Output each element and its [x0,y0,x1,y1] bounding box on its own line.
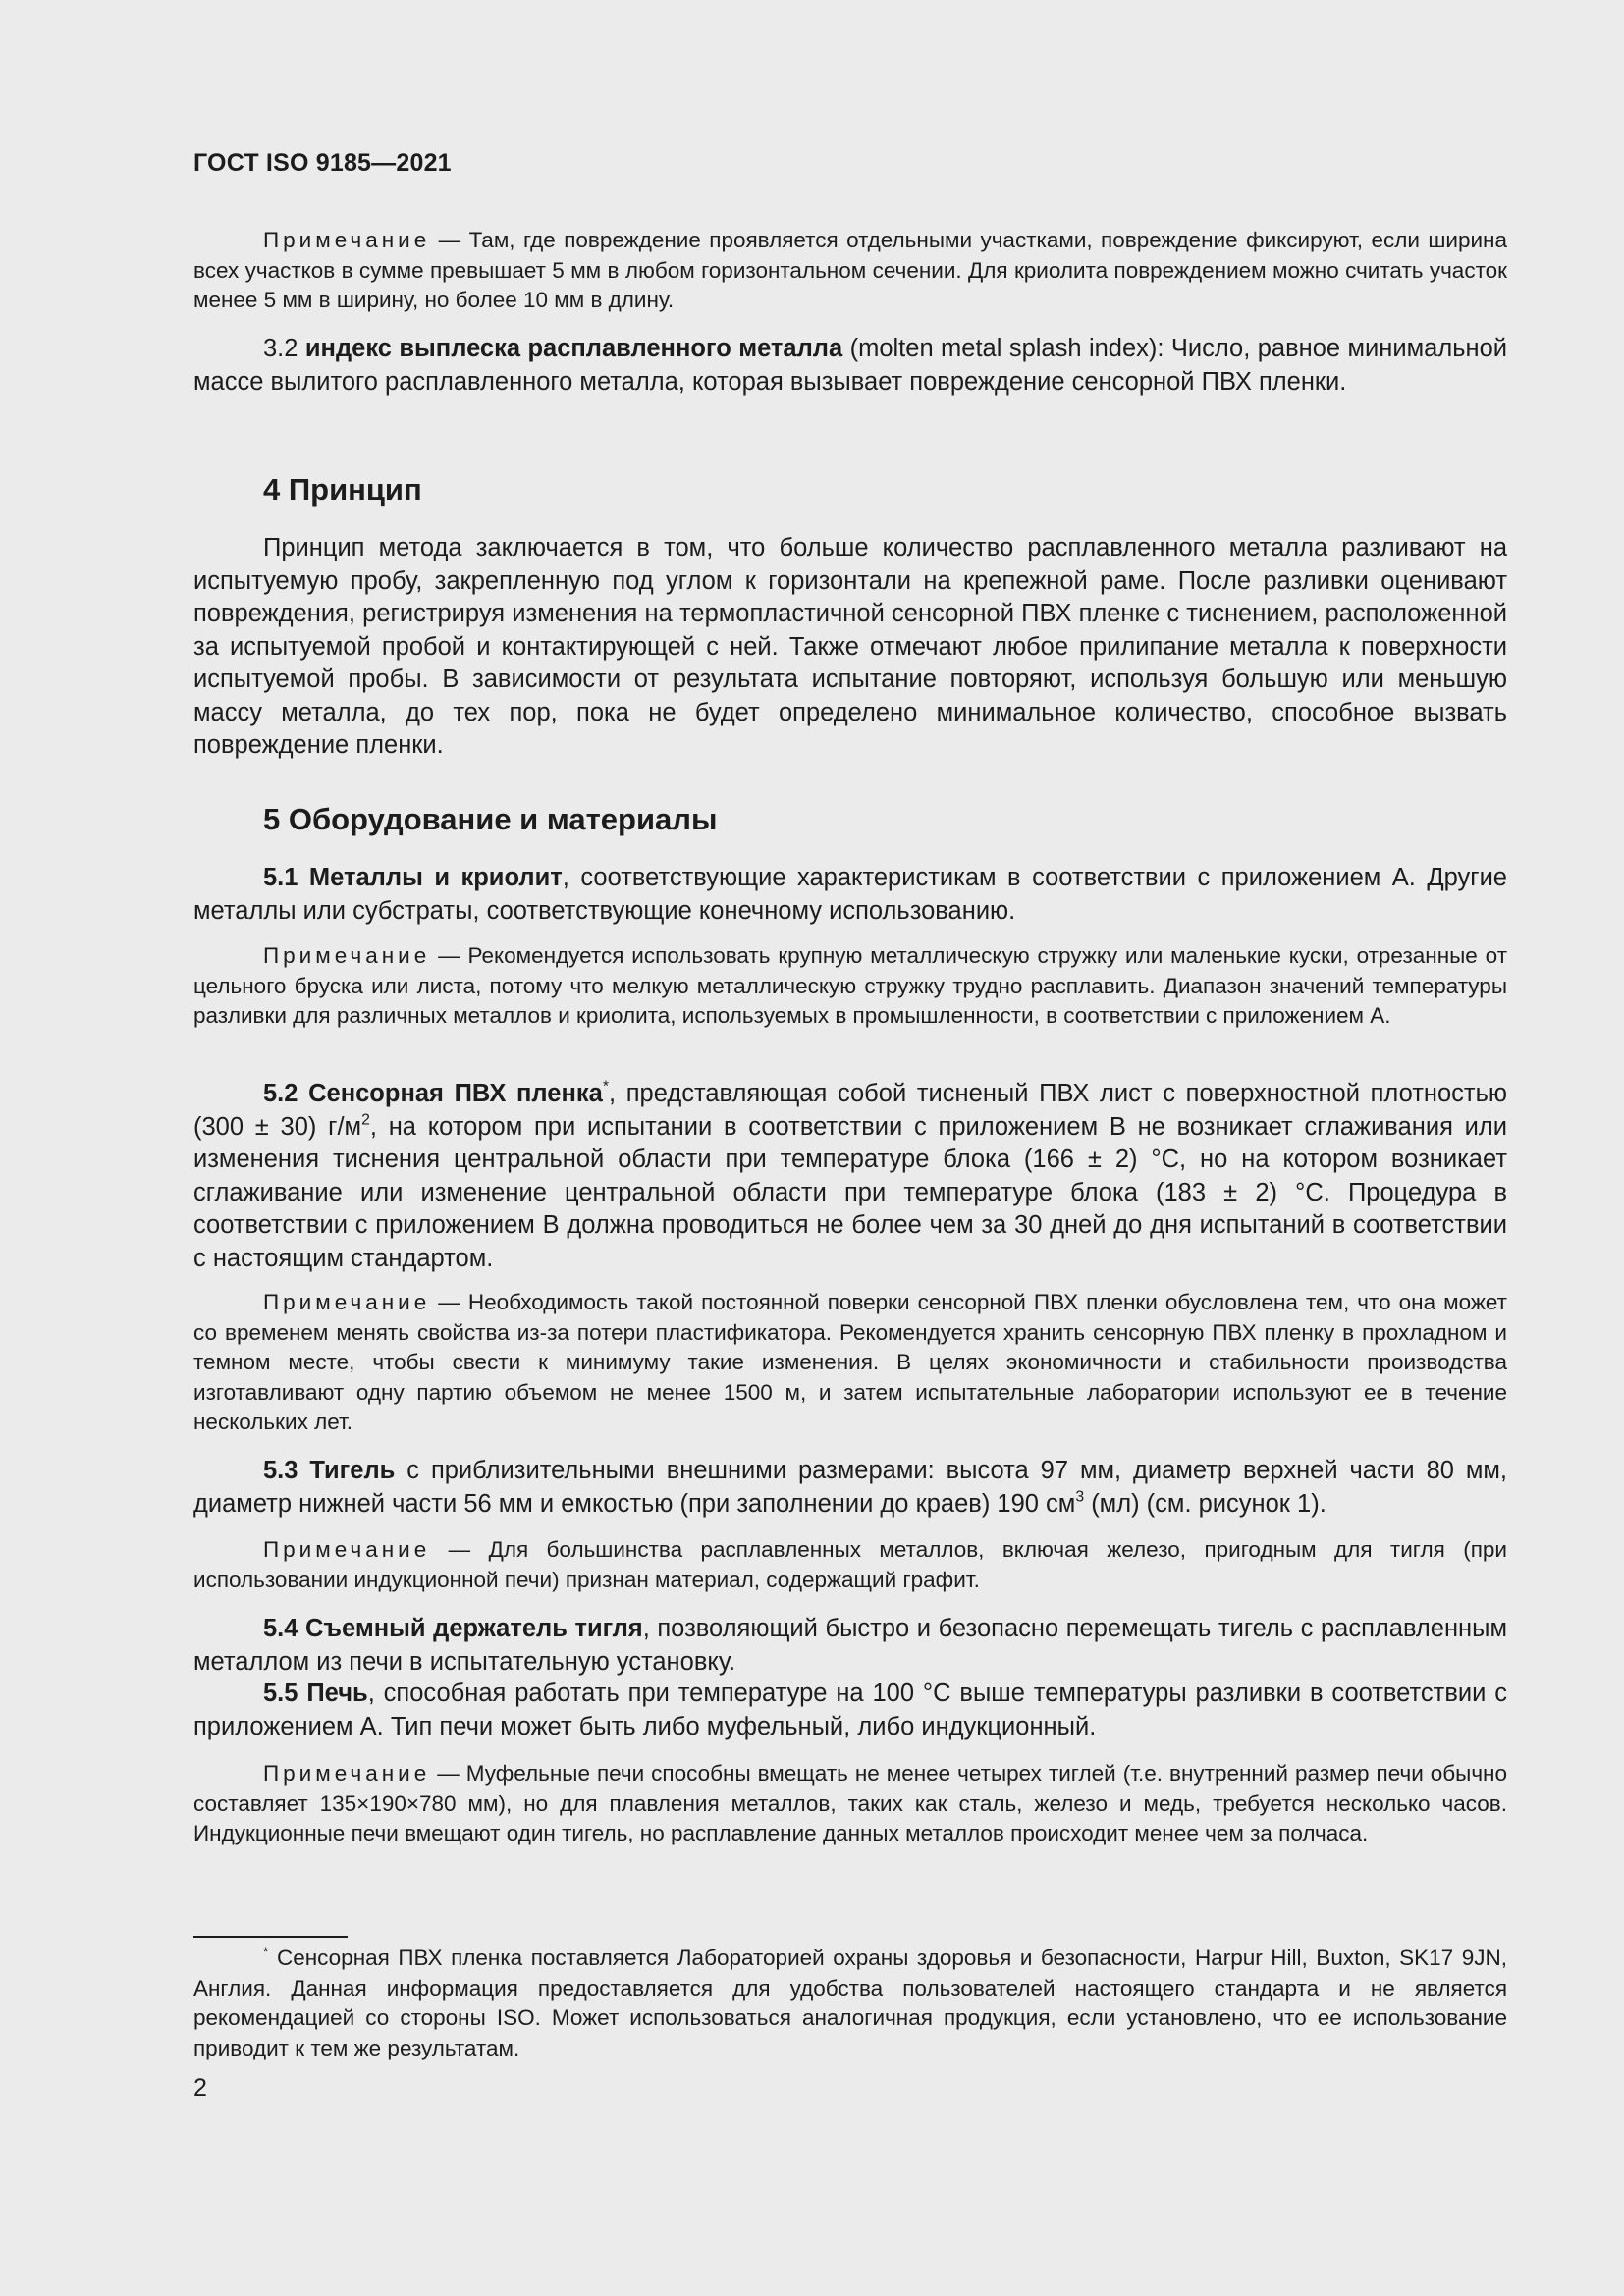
section-4-heading-block [193,472,1507,507]
note-text: Муфельные печи способны вмещать не менее четырех тиглей (т.е. внутренний размер печи обычно составляет 135×190×780 мм), но для плавления металлов, таких как сталь, железо и медь, требуется несколько часов. Индукционные печи вмещают один тигель, но расплавление данных металлов происходит менее чем за полчаса. [193,1761,1507,1845]
note-label: Примечание [263,228,431,252]
section-4-heading: 4 Принцип [263,472,422,507]
note-text: Для большинства расплавленных металлов, включая железо, пригодным для тигля (при использовании индукционной печи) признан материал, содержащий графит. [193,1537,1507,1592]
note-label: Примечание [263,1537,431,1562]
running-header: ГОСТ ISO 9185—2021 [193,149,452,177]
footnote-text: Сенсорная ПВХ пленка поставляется Лабораторией охраны здоровья и безопасности, Harpur Hill, Buxton, SK17 9JN, Англия. Данная информация предоставляется для удобства пользователей настоящего стандарта и не является рекомендацией со стороны ISO. Может использоваться аналогичная продукция, если установлено, что ее использование приводит к тем же результатам. [193,1946,1507,2060]
note-text: Там, где повреждение проявляется отдельными участками, повреждение фиксируют, если ширина всех участков в сумме превышает 5 мм в любом горизонтальном сечении. Для криолита повреждением можно считать участок менее 5 мм в ширину, но более 10 мм в длину. [193,228,1507,312]
footnote-mark: * [263,1943,269,1959]
term-definition: (molten metal splash index): Число, равное минимальной массе вылитого расплавленного металла, которая вызывает повреждение сенсорной ПВХ пленки. [193,335,1507,396]
clause-title: 5.3 Тигель [263,1457,396,1484]
clause-text: , соответствующие характеристикам в соответствии с приложением А. Другие металлы или субстраты, соответствующие конечному использованию. [193,864,1507,925]
note-text: Рекомендуется использовать крупную металлическую стружку или маленькие куски, отрезанные от цельного бруска или листа, потому что мелкую металлическую стружку трудно расплавить. Диапазон значений температуры разливки для различных металлов и криолита, используемых в промышленности, в соответствии с приложением А. [193,943,1507,1028]
note-text: Необходимость такой постоянной поверки сенсорной ПВХ пленки обусловлена тем, что она может со временем менять свойства из-за потери пластификатора. Рекомендуется хранить сенсорную ПВХ пленку в прохладном и темном месте, чтобы свести к минимуму такие изменения. В целях экономичности и стабильности производства изготавливают одну партию объемом не менее 1500 м, и затем испытательные лаборатории используют ее в течение нескольких лет. [193,1290,1507,1434]
section-5-heading: 5 Оборудование и материалы [263,802,718,836]
note-damage: Примечание — Там, где повреждение проявляется отдельными участками, повреждение фиксируют, если ширина всех участков в сумме превышает 5 мм в любом горизонтальном сечении. Для криолита повреждением можно считать участок менее 5 мм в ширину, но более 10 мм в длину. [193,228,1507,312]
clause-5-1 [193,862,1507,928]
footnote-ref: * [602,1078,609,1095]
note-5-5: Примечание — Муфельные печи способны вмещать не менее четырех тиглей (т.е. внутренний размер печи обычно составляет 135×190×780 мм), но для плавления металлов, таких как сталь, железо и медь, требуется несколько часов. Индукционные печи вмещают один тигель, но расплавление данных металлов происходит менее чем за полчаса. [193,1761,1507,1845]
clause-text: , способная работать при температуре на 100 °С выше температуры разливки в соответствии с приложением А. Тип печи может быть либо муфельный, либо индукционный. [193,1680,1508,1740]
section-5-heading-block [193,802,1507,837]
note-label: Примечание [263,1761,431,1786]
note-label: Примечание [263,943,431,968]
clause-text: , позволяющий быстро и безопасно перемещать тигель с расплавленным металлом из печи в испытательную установку. [193,1615,1508,1676]
note-label: Примечание [263,1290,431,1314]
clause-5-4 [193,1613,1507,1679]
term-3-2: 3.2 индекс выплеска расплавленного металла (molten metal splash index): Число, равное минимальной массе вылитого расплавленного металла, которая вызывает повреждение сенсорной ПВХ пленки. [193,335,1507,396]
note-5-2: Примечание — Необходимость такой постоянной поверки сенсорной ПВХ пленки обусловлена тем, что она может со временем менять свойства из-за потери пластификатора. Рекомендуется хранить сенсорную ПВХ пленку в прохладном и темном месте, чтобы свести к минимуму такие изменения. В целях экономичности и стабильности производства изготавливают одну партию объемом не менее 1500 м, и затем испытательные лаборатории используют ее в течение нескольких лет. [193,1290,1507,1434]
note-5-1: Примечание — Рекомендуется использовать крупную металлическую стружку или маленькие куски, отрезанные от цельного бруска или листа, потому что мелкую металлическую стружку трудно расплавить. Диапазон значений температуры разливки для различных металлов и криолита, используемых в промышленности, в соответствии с приложением А. [193,943,1507,1028]
footnote-separator [193,1936,348,1938]
footnote [193,1944,1507,2063]
page-number: 2 [193,2074,207,2102]
clause-title: 5.5 Печь [263,1680,368,1707]
clause-title: 5.2 Сенсорная ПВХ пленка [263,1080,603,1107]
clause-5-2: 5.2 Сенсорная ПВХ пленка*, представляющая собой тисненый ПВХ лист с поверхностной плотностью (300 ± 30) $г/м^2$, на котором при испытании в соответствии с приложением В не возникает сглаживания или изменения тиснения центральной области при температуре блока (166 ± 2) °С, но на котором возникает сглаживание или изменение центральной области при температуре блока (183 ± 2) °С. Процедура в соответствии с приложением В должна проводиться не более чем за 30 дней до дня испытаний в соответствии с настоящим стандартом. [193,1078,1508,1272]
clause-text: , представляющая собой тисненый ПВХ лист с поверхностной плотностью (300 ± 30) г/м [193,1080,1507,1141]
term-title: индекс выплеска расплавленного металла [304,335,843,362]
clause-title: 5.1 Металлы и криолит [263,864,563,891]
clause-title: 5.4 Съемный держатель тигля [263,1615,643,1642]
clause-5-5 [193,1678,1507,1743]
note-5-3: Примечание — Для большинства расплавленных металлов, включая железо, пригодным для тигля (при использовании индукционной печи) признан материал, содержащий графит. [193,1537,1507,1592]
clause-5-3: 5.3 Тигель с приблизительными внешними размерами: высота 97 мм, диаметр верхней части 80 мм, диаметр нижней части 56 мм и емкостью (при заполнении до краев) 190 $см^3$ (мл) (см. рисунок 1). [193,1457,1507,1518]
clause-text: с приблизительными внешними размерами: высота 97 мм, диаметр верхней части 80 мм, диаметр нижней части 56 мм и емкостью (при заполнении до краев) 190 см [193,1457,1507,1518]
section-4-text-block [193,532,1507,763]
section-4-text: Принцип метода заключается в том, что больше количество расплавленного металла разливают на испытуемую пробу, закрепленную под углом к горизонтали на крепежной раме. После разливки оценивают повреждения, регистрируя изменения на термопластичной сенсорной ПВХ пленке с тиснением, расположенной за испытуемой пробой и контактирующей с ней. Также отмечают любое прилипание металла к поверхности испытуемой пробы. В зависимости от результата испытание повторяют, используя большую или меньшую массу металла, до тех пор, пока не будет определено минимальное количество, способное вызвать повреждение пленки. [193,534,1507,759]
